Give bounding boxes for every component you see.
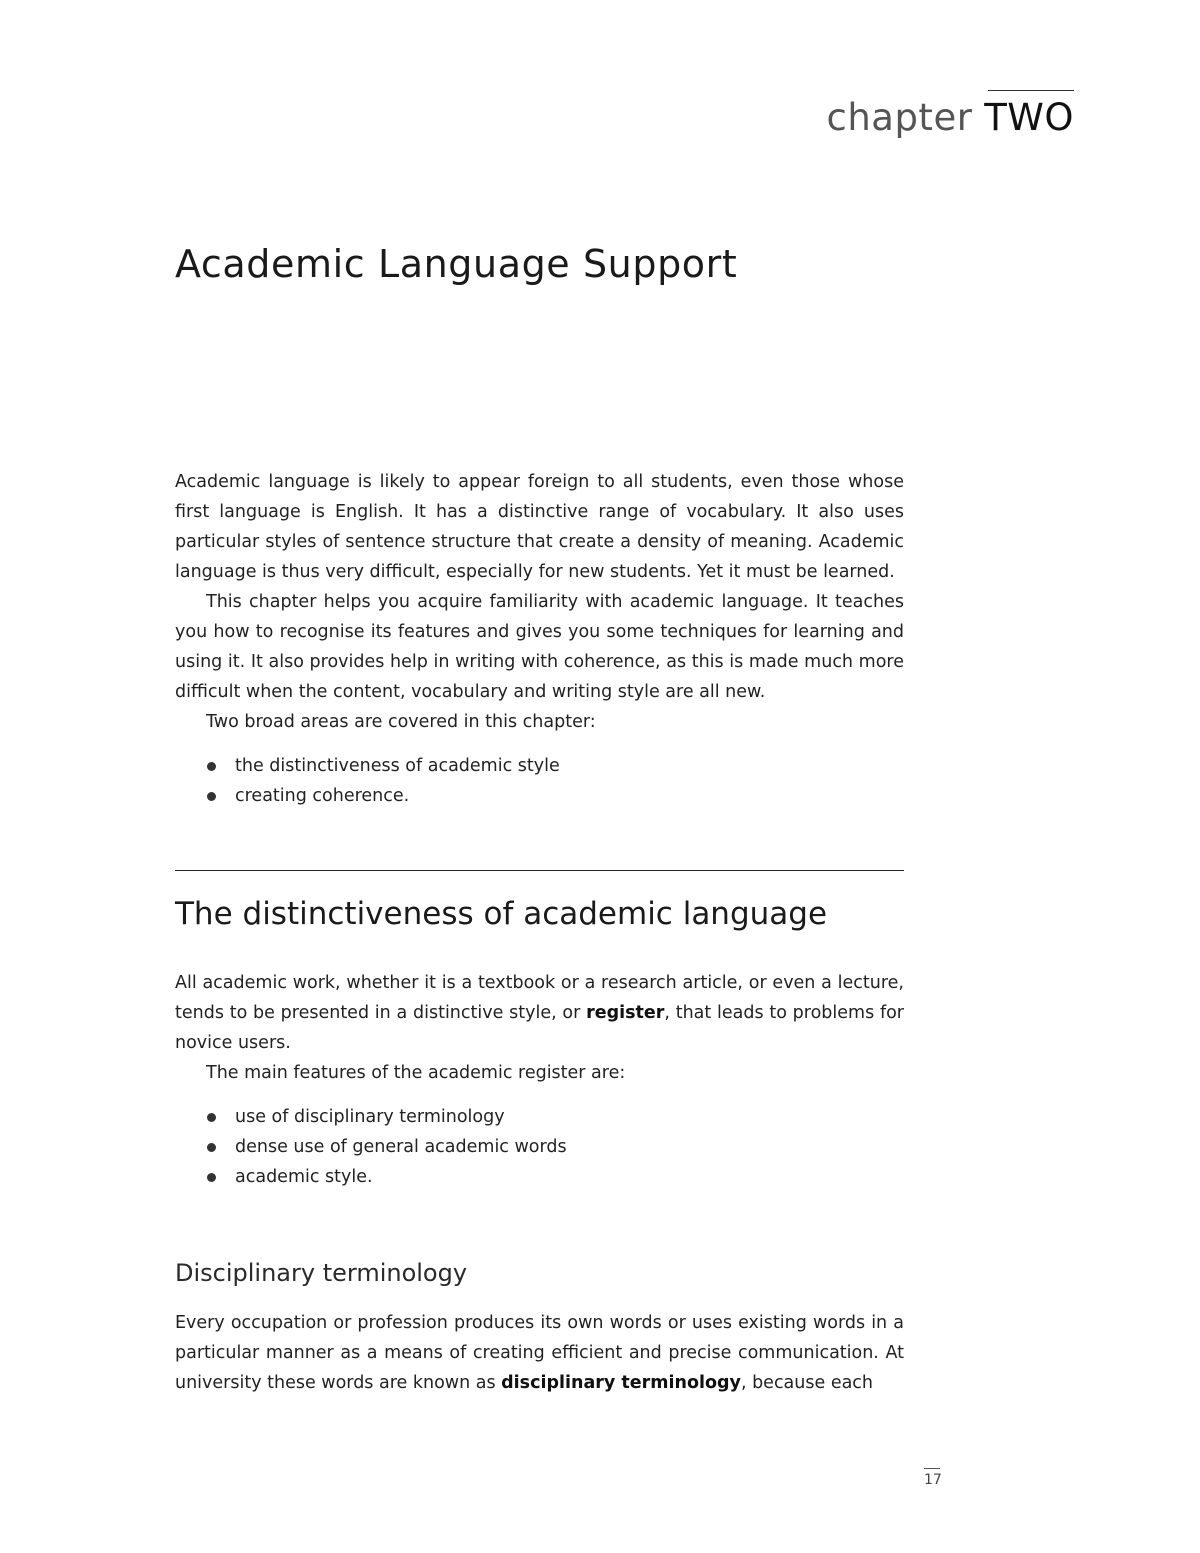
intro-paragraph-1: Academic language is likely to appear foreign to all students, even those whose first language is English. It has a distinctive range of vocabulary. It also uses particular styles of sentence structure that create a density of meaning. Academic language is thus very difficult, especially for new students. Yet it must be learned. — [175, 472, 904, 582]
list-item-text: the distinctiveness of academic style — [235, 756, 560, 776]
page-number-rule — [924, 1468, 940, 1469]
list-item — [175, 751, 904, 781]
list-item — [175, 1102, 904, 1132]
list-item-text: dense use of general academic words — [235, 1137, 567, 1157]
subsection-block — [175, 1308, 904, 1398]
chapter-word: chapter — [826, 96, 973, 139]
section-paragraph-1-start: All academic work, whether it is a textbook or a research article, or even a lecture, tends to be presented in a distinctive style, or — [175, 973, 904, 1023]
intro-block — [175, 467, 904, 811]
bullet-icon — [207, 1143, 216, 1152]
bullet-icon — [207, 1113, 216, 1122]
section-block — [175, 968, 904, 1192]
bullet-icon — [207, 792, 216, 801]
section-paragraph-2: The main features of the academic register are: — [206, 1063, 626, 1083]
section-bullet-list — [175, 1102, 904, 1192]
section-paragraph-1-end: , that leads to problems for novice users. — [175, 1003, 905, 1053]
chapter-number: TWO — [984, 96, 1074, 139]
intro-paragraph-3: Two broad areas are covered in this chapter: — [206, 712, 596, 732]
chapter-title: Academic Language Support — [175, 242, 738, 286]
section-paragraph-1 — [175, 968, 904, 1058]
section-divider — [175, 870, 904, 871]
disciplinary-terminology-term: disciplinary terminology — [501, 1373, 741, 1393]
list-item — [175, 781, 904, 811]
subsection-paragraph-1-end: , because each — [740, 1373, 874, 1393]
intro-paragraph-2: This chapter helps you acquire familiarity with academic language. It teaches you how to recognise its features and gives you some techniques for learning and using it. It also provides help in writing with coherence, as this is made much more difficult when the content, vocabulary and writing style are all new. — [175, 592, 904, 702]
intro-bullet-list — [175, 751, 904, 811]
chapter-rule — [988, 90, 1074, 91]
list-item-text: creating coherence. — [235, 786, 410, 806]
bullet-icon — [207, 762, 216, 771]
section-heading: The distinctiveness of academic language — [175, 896, 828, 932]
register-term: register — [586, 1003, 665, 1023]
subsection-heading: Disciplinary terminology — [175, 1259, 468, 1287]
bullet-icon — [207, 1173, 216, 1182]
list-item — [175, 1132, 904, 1162]
chapter-label — [826, 96, 1074, 140]
list-item-text: academic style. — [235, 1167, 373, 1187]
page-number: 17 — [924, 1472, 942, 1488]
list-item — [175, 1162, 904, 1192]
subsection-paragraph-1 — [175, 1308, 904, 1398]
list-item-text: use of disciplinary terminology — [235, 1107, 505, 1127]
subsection-paragraph-1-start: Every occupation or profession produces its own words or uses existing words in a particular manner as a means of creating efficient and precise communication. At university these words are known as — [175, 1313, 904, 1393]
